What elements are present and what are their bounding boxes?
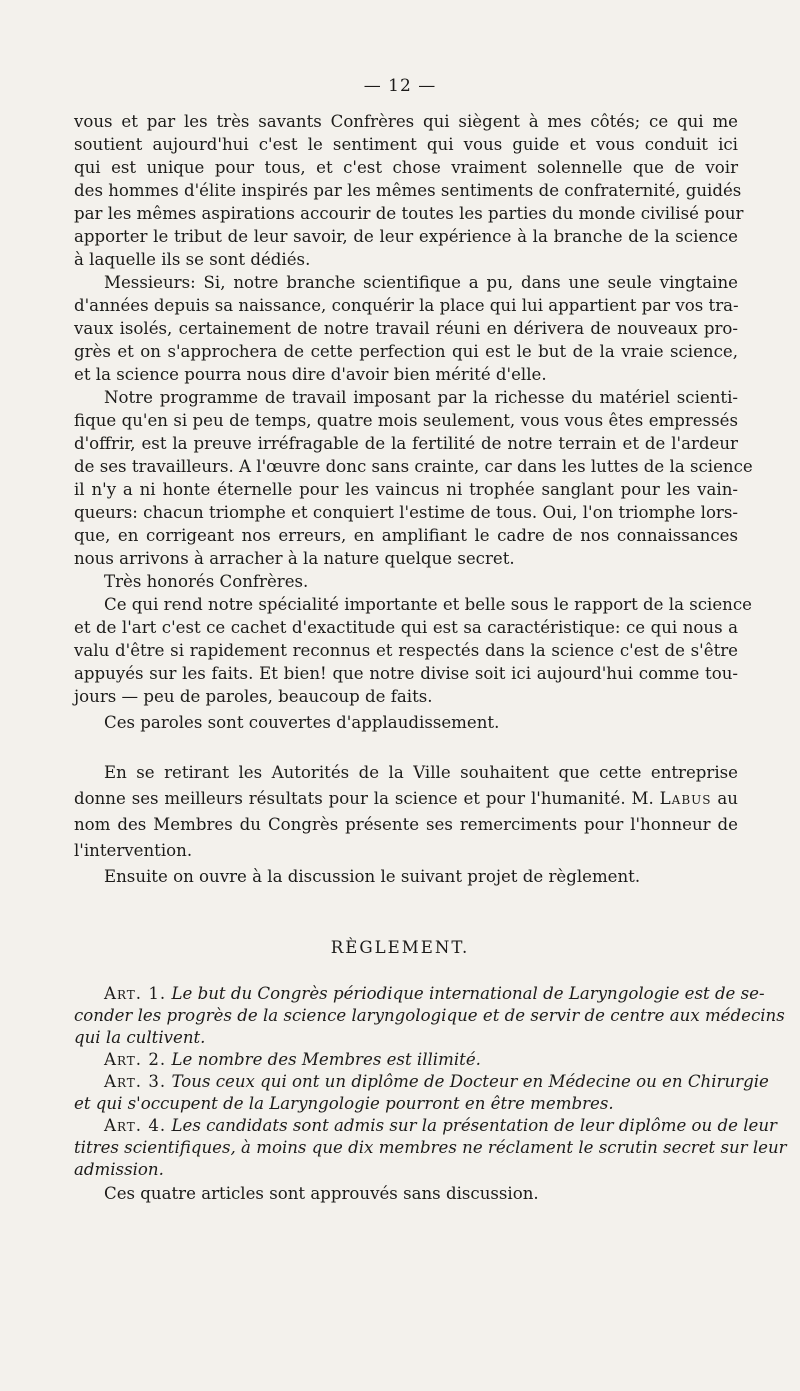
text-line: queurs: chacun triomphe et conquiert l'estime de tous. Oui, l'on triomphe lors-: [74, 503, 738, 522]
article-4: [74, 1115, 777, 1137]
text-line: qui est unique pour tous, et c'est chose vraiment solennelle que de voir: [74, 158, 738, 177]
line: Ensuite on ouvre à la discussion le suivant projet de règlement.: [104, 867, 641, 886]
page-number: — 12 —: [363, 76, 437, 96]
text-line: d'offrir, est la preuve irréfragable de la fertilité de notre terrain et de l'ardeur: [74, 434, 738, 453]
article-2: [74, 1049, 738, 1071]
text-line: nous arrivons à arracher à la nature quelque secret.: [74, 549, 515, 568]
article-label: Art. 1.: [104, 984, 167, 1003]
article-label: Art. 2.: [104, 1050, 167, 1069]
closing-line: Ces quatre articles sont approuvés sans discussion.: [104, 1184, 539, 1203]
line: [74, 786, 738, 812]
article-4-line: admission.: [74, 1160, 164, 1179]
regulation-articles: [74, 983, 787, 1205]
text-line: vaux isolés, certainement de notre travail réuni en dérivera de nouveaux pro-: [74, 319, 738, 338]
speech-text: [74, 110, 753, 708]
article-3: [74, 1071, 769, 1093]
line: En se retirant les Autorités de la Ville souhaitent que cette entreprise: [104, 763, 738, 782]
text-line: Notre programme de travail imposant par la richesse du matériel scienti-: [104, 388, 738, 407]
text-line: de ses travailleurs. A l'œuvre donc sans crainte, car dans les luttes de la science: [74, 457, 753, 476]
author-name: Labus: [659, 789, 712, 808]
article-1-line: qui la cultivent.: [74, 1028, 206, 1047]
text-line: et de l'art c'est ce cachet d'exactitude qui est sa caractéristique: ce qui nous a: [74, 618, 738, 637]
text-line: soutient aujourd'hui c'est le sentiment qui vous guide et vous conduit ici: [74, 135, 738, 154]
text-line: fique qu'en si peu de temps, quatre mois seulement, vous vous êtes empressés: [74, 411, 738, 430]
line-part: au: [717, 789, 738, 808]
applause-paragraph: [74, 711, 738, 734]
text-line: Messieurs: Si, notre branche scientifique a pu, dans une seule vingtaine: [104, 273, 738, 292]
text-line: Très honorés Confrères.: [104, 572, 309, 591]
line: l'intervention.: [74, 841, 193, 860]
text-line: et la science pourra nous dire d'avoir bien mérité d'elle.: [74, 365, 547, 384]
line-part: donne ses meilleurs résultats pour la science et pour l'humanité. M.: [74, 789, 654, 808]
article-1-line: conder les progrès de la science laryngologique et de servir de centre aux médecins: [74, 1006, 785, 1025]
text-line: valu d'être si rapidement reconnus et respectés dans la science c'est de s'être: [74, 641, 738, 660]
article-text: Tous ceux qui ont un diplôme de Docteur en Médecine ou en Chirurgie: [171, 1072, 769, 1091]
text-line: il n'y a ni honte éternelle pour les vaincus ni trophée sanglant pour les vain-: [74, 480, 738, 499]
article-text: Le but du Congrès périodique international de Laryngologie est de se-: [171, 984, 765, 1003]
section-heading: RÈGLEMENT.: [330, 938, 470, 957]
article-1: [74, 983, 765, 1005]
text-line: appuyés sur les faits. Et bien! que notre divise soit ici aujourd'hui comme tou-: [74, 664, 738, 683]
article-text: Le nombre des Membres est illimité.: [171, 1050, 481, 1069]
text-line: à laquelle ils se sont dédiés.: [74, 250, 311, 269]
text-line: Ce qui rend notre spécialité importante et belle sous le rapport de la science: [104, 595, 752, 614]
text-line: jours — peu de paroles, beaucoup de faits.: [74, 687, 433, 706]
article-text: Les candidats sont admis sur la présentation de leur diplôme ou de leur: [171, 1116, 777, 1135]
text-line: apporter le tribut de leur savoir, de leur expérience à la branche de la science: [74, 227, 738, 246]
text-line: des hommes d'élite inspirés par les mêmes sentiments de confraternité, guidés: [74, 181, 742, 200]
text-line: d'années depuis sa naissance, conquérir la place qui lui appartient par vos tra-: [74, 296, 739, 315]
text-line: vous et par les très savants Confrères qui siègent à mes côtés; ce qui me: [74, 112, 738, 131]
authorities-paragraph: [74, 760, 738, 890]
article-label: Art. 4.: [104, 1116, 167, 1135]
text-line: par les mêmes aspirations accourir de toutes les parties du monde civilisé pour: [74, 204, 744, 223]
text-line: que, en corrigeant nos erreurs, en amplifiant le cadre de nos connaissances: [74, 526, 738, 545]
article-label: Art. 3.: [104, 1072, 167, 1091]
article-3-line: et qui s'occupent de la Laryngologie pourront en être membres.: [74, 1094, 614, 1113]
article-4-line: titres scientifiques, à moins que dix membres ne réclament le scrutin secret sur leur: [74, 1138, 787, 1157]
line: nom des Membres du Congrès présente ses remerciments pour l'honneur de: [74, 815, 738, 834]
applause-line: Ces paroles sont couvertes d'applaudissement.: [104, 713, 500, 732]
text-line: grès et on s'approchera de cette perfection qui est le but de la vraie science,: [74, 342, 738, 361]
